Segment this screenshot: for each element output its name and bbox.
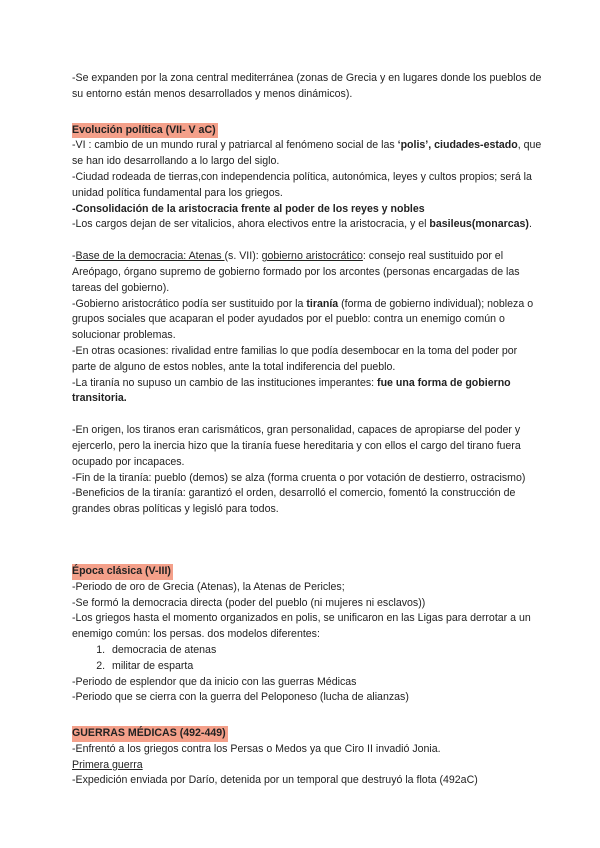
evolucion-paragraph-4: -Los cargos dejan de ser vitalicios, ahora electivos entre la aristocracia, y el basileus(monarcas). [72,218,532,231]
democracia-paragraph-1: -Base de la democracia: Atenas (s. VII): gobierno aristocrático: consejo real sustituido por el Areópago, órgano supremo de gobierno formado por los arcontes (personas encargadas de las tareas del gobierno). [72,250,520,294]
democracia-paragraph-2: -Gobierno aristocrático podía ser sustituido por la tiranía (forma de gobierno individual); nobleza o grupos sociales que acaparan el poder ayudados por el pueblo: contra un enemigo común o solucionar problemas. [72,297,534,342]
evolucion-paragraph-2: -Ciudad rodeada de tierras,con independencia política, autonómica, leyes y cultos propios; será la unidad política fundamental para los griegos. [72,170,532,199]
list-item: 2. militar de esparta [108,659,542,675]
section-heading-clasica: Época clásica (V-III) [72,564,173,580]
democracia-paragraph-4: -La tiranía no supuso un cambio de las instituciones imperantes: fue una forma de gobierno transitoria. [72,376,511,405]
evolucion-paragraph-3: -Consolidación de la aristocracia frente al poder de los reyes y nobles [72,202,425,215]
clasica-paragraph-2: -Se formó la democracia directa (poder del pueblo (ni mujeres ni esclavos)) [72,596,426,609]
section-heading-medicas: GUERRAS MÉDICAS (492-449) [72,726,228,742]
tiranos-paragraph-2: -Fin de la tiranía: pueblo (demos) se alza (forma cruenta o por votación de destierro, ostracismo) [72,471,526,484]
list-item: 1. democracia de atenas [108,643,542,659]
tiranos-paragraph-3: -Beneficios de la tiranía: garantizó el orden, desarrolló el comercio, fomentó la construcción de grandes obras políticas y legisló para todos. [72,487,516,516]
intro-paragraph: -Se expanden por la zona central mediterránea (zonas de Grecia y en lugares donde los pueblos de su entorno están menos desarrollados y menos dinámicos). [72,72,542,100]
medicas-subheading: Primera guerra [72,758,143,771]
modelos-list [72,643,542,675]
clasica-paragraph-1: -Periodo de oro de Grecia (Atenas), la Atenas de Pericles; [72,580,345,593]
clasica-paragraph-3: -Los griegos hasta el momento organizados en polis, se unificaron en las Ligas para derrotar a un enemigo común: los persas. dos modelos diferentes: [72,612,531,641]
evolucion-paragraph-1: -VI : cambio de un mundo rural y patriarcal al fenómeno social de las ‘polis’, ciudades-estado, que se han ido desarrollando a lo largo del siglo. [72,139,542,168]
clasica-paragraph-5: -Periodo que se cierra con la guerra del Peloponeso (lucha de alianzas) [72,691,409,704]
section-heading-evolucion: Evolución política (VII- V aC) [72,123,218,139]
medicas-paragraph-2: -Expedición enviada por Darío, detenida por un temporal que destruyó la flota (492aC) [72,774,478,787]
democracia-paragraph-3: -En otras ocasiones: rivalidad entre familias lo que podía desembocar en la toma del poder por parte de alguno de estos nobles, ante la total indiferencia del pueblo. [72,344,518,373]
clasica-paragraph-4: -Periodo de esplendor que da inicio con las guerras Médicas [72,675,357,688]
medicas-paragraph-1: -Enfrentó a los griegos contra los Persas o Medos ya que Ciro II invadió Jonia. [72,742,441,755]
tiranos-paragraph-1: -En origen, los tiranos eran carismáticos, gran personalidad, capaces de apropiarse del poder y ejercerlo, pero la inercia hizo que la tiranía fuese hereditaria y con ellos el cargo del tirano fuera ocupado por incapaces. [72,424,521,468]
document-page [72,71,542,789]
